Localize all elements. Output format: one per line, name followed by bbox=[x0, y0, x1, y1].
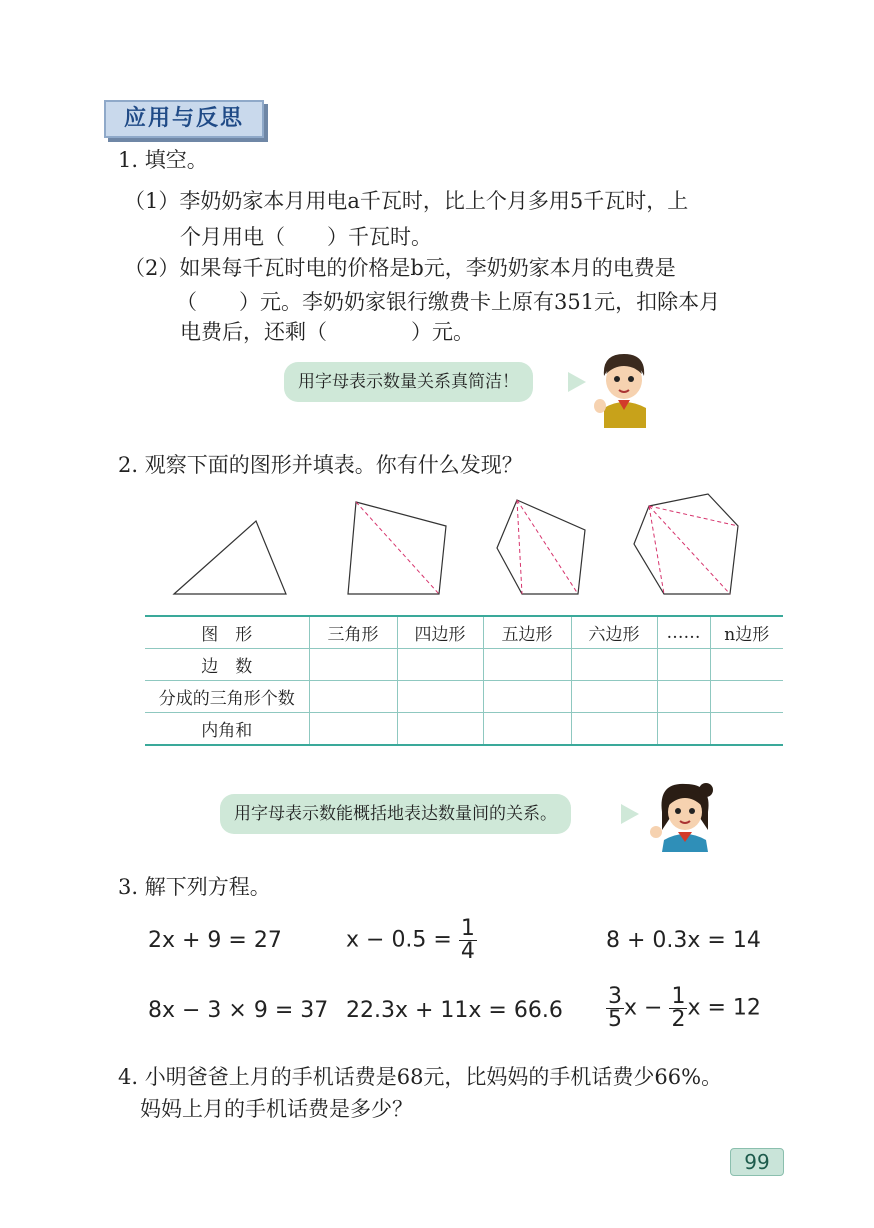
section-title: 应用与反思 bbox=[104, 100, 264, 138]
equation-4: 8x − 3 × 9 = 37 bbox=[148, 998, 329, 1023]
equation-1: 2x + 9 = 27 bbox=[148, 928, 282, 953]
table-header: 四边形 bbox=[397, 616, 483, 649]
q3-title: 3. 解下列方程。 bbox=[118, 875, 271, 899]
table-cell[interactable] bbox=[710, 681, 783, 713]
table-cell[interactable] bbox=[309, 681, 397, 713]
equation-2 bbox=[346, 918, 477, 963]
q1-part2-line3: 电费后，还剩（ ）元。 bbox=[180, 320, 474, 344]
equation-6 bbox=[606, 986, 761, 1031]
hexagon-diagonal bbox=[649, 506, 730, 594]
fraction-numerator: 3 bbox=[608, 984, 622, 1009]
table-header: 图 形 bbox=[145, 616, 309, 649]
fraction bbox=[606, 986, 624, 1031]
table-cell[interactable] bbox=[710, 649, 783, 681]
page-number: 99 bbox=[730, 1148, 784, 1176]
table-header: 六边形 bbox=[571, 616, 657, 649]
polygon-figures bbox=[160, 490, 760, 610]
equation-2-left: x − 0.5 = bbox=[346, 927, 452, 953]
table-header: n边形 bbox=[710, 616, 783, 649]
speech-bubble-tail bbox=[621, 804, 639, 824]
pentagon-figure bbox=[497, 500, 585, 594]
table-cell[interactable] bbox=[571, 649, 657, 681]
triangle-figure bbox=[174, 521, 286, 594]
fraction-numerator: 1 bbox=[460, 916, 475, 941]
speech-bubble-boy: 用字母表示数量关系真简洁！ bbox=[284, 362, 533, 402]
table-cell[interactable] bbox=[571, 713, 657, 746]
table-row bbox=[145, 681, 783, 713]
q2-title: 2. 观察下面的图形并填表。你有什么发现？ bbox=[118, 453, 523, 477]
table-header: 五边形 bbox=[483, 616, 571, 649]
boy-icon bbox=[590, 348, 660, 428]
table-cell[interactable] bbox=[397, 681, 483, 713]
q1-part1-line1: （1）李奶奶家本月用电a千瓦时，比上个月多用5千瓦时，上 bbox=[124, 189, 689, 213]
q1-part2-line1: （2）如果每千瓦时电的价格是b元，李奶奶家本月的电费是 bbox=[124, 256, 676, 280]
fraction bbox=[459, 918, 477, 963]
table-cell[interactable] bbox=[309, 649, 397, 681]
equation-3: 8 + 0.3x = 14 bbox=[606, 928, 761, 953]
table-cell[interactable] bbox=[657, 649, 710, 681]
table-cell[interactable] bbox=[657, 681, 710, 713]
polygon-table bbox=[145, 615, 783, 746]
table-cell[interactable] bbox=[710, 713, 783, 746]
table-header-row bbox=[145, 616, 783, 649]
table-cell[interactable] bbox=[571, 681, 657, 713]
hexagon-diagonal bbox=[649, 506, 738, 526]
fraction-numerator: 1 bbox=[671, 984, 686, 1009]
girl-icon bbox=[648, 778, 720, 852]
speech-bubble-girl: 用字母表示数能概括地表达数量间的关系。 bbox=[220, 794, 571, 834]
row-label: 边 数 bbox=[145, 649, 309, 681]
q4-line1: 4. 小明爸爸上月的手机话费是68元，比妈妈的手机话费少66%。 bbox=[118, 1065, 723, 1089]
table-cell[interactable] bbox=[397, 649, 483, 681]
fraction-denominator: 2 bbox=[671, 1007, 686, 1032]
equation-6-middle: x − bbox=[624, 995, 663, 1021]
row-label: 内角和 bbox=[145, 713, 309, 746]
table-cell[interactable] bbox=[657, 713, 710, 746]
speech-bubble-tail bbox=[568, 372, 586, 392]
pentagon-diagonal bbox=[517, 500, 522, 594]
q1-part1-line2: 个月用电（ ）千瓦时。 bbox=[180, 225, 432, 249]
fraction-denominator: 4 bbox=[460, 939, 475, 964]
table-row bbox=[145, 649, 783, 681]
table-header: …… bbox=[657, 616, 710, 649]
table-cell[interactable] bbox=[483, 713, 571, 746]
q4-line2: 妈妈上月的手机话费是多少？ bbox=[140, 1097, 413, 1121]
q1-title: 1. 填空。 bbox=[118, 148, 208, 172]
table-cell[interactable] bbox=[397, 713, 483, 746]
equation-6-right: x = 12 bbox=[687, 995, 761, 1021]
table-cell[interactable] bbox=[483, 681, 571, 713]
row-label: 分成的三角形个数 bbox=[145, 681, 309, 713]
quadrilateral-figure bbox=[348, 502, 446, 594]
table-cell[interactable] bbox=[483, 649, 571, 681]
table-cell[interactable] bbox=[309, 713, 397, 746]
q1-part2-line2: （ ）元。李奶奶家银行缴费卡上原有351元，扣除本月 bbox=[176, 290, 721, 314]
quadrilateral-diagonal bbox=[356, 502, 439, 594]
equation-5: 22.3x + 11x = 66.6 bbox=[346, 998, 563, 1023]
table-header: 三角形 bbox=[309, 616, 397, 649]
fraction bbox=[669, 986, 687, 1031]
table-row bbox=[145, 713, 783, 746]
fraction-denominator: 5 bbox=[608, 1007, 622, 1032]
